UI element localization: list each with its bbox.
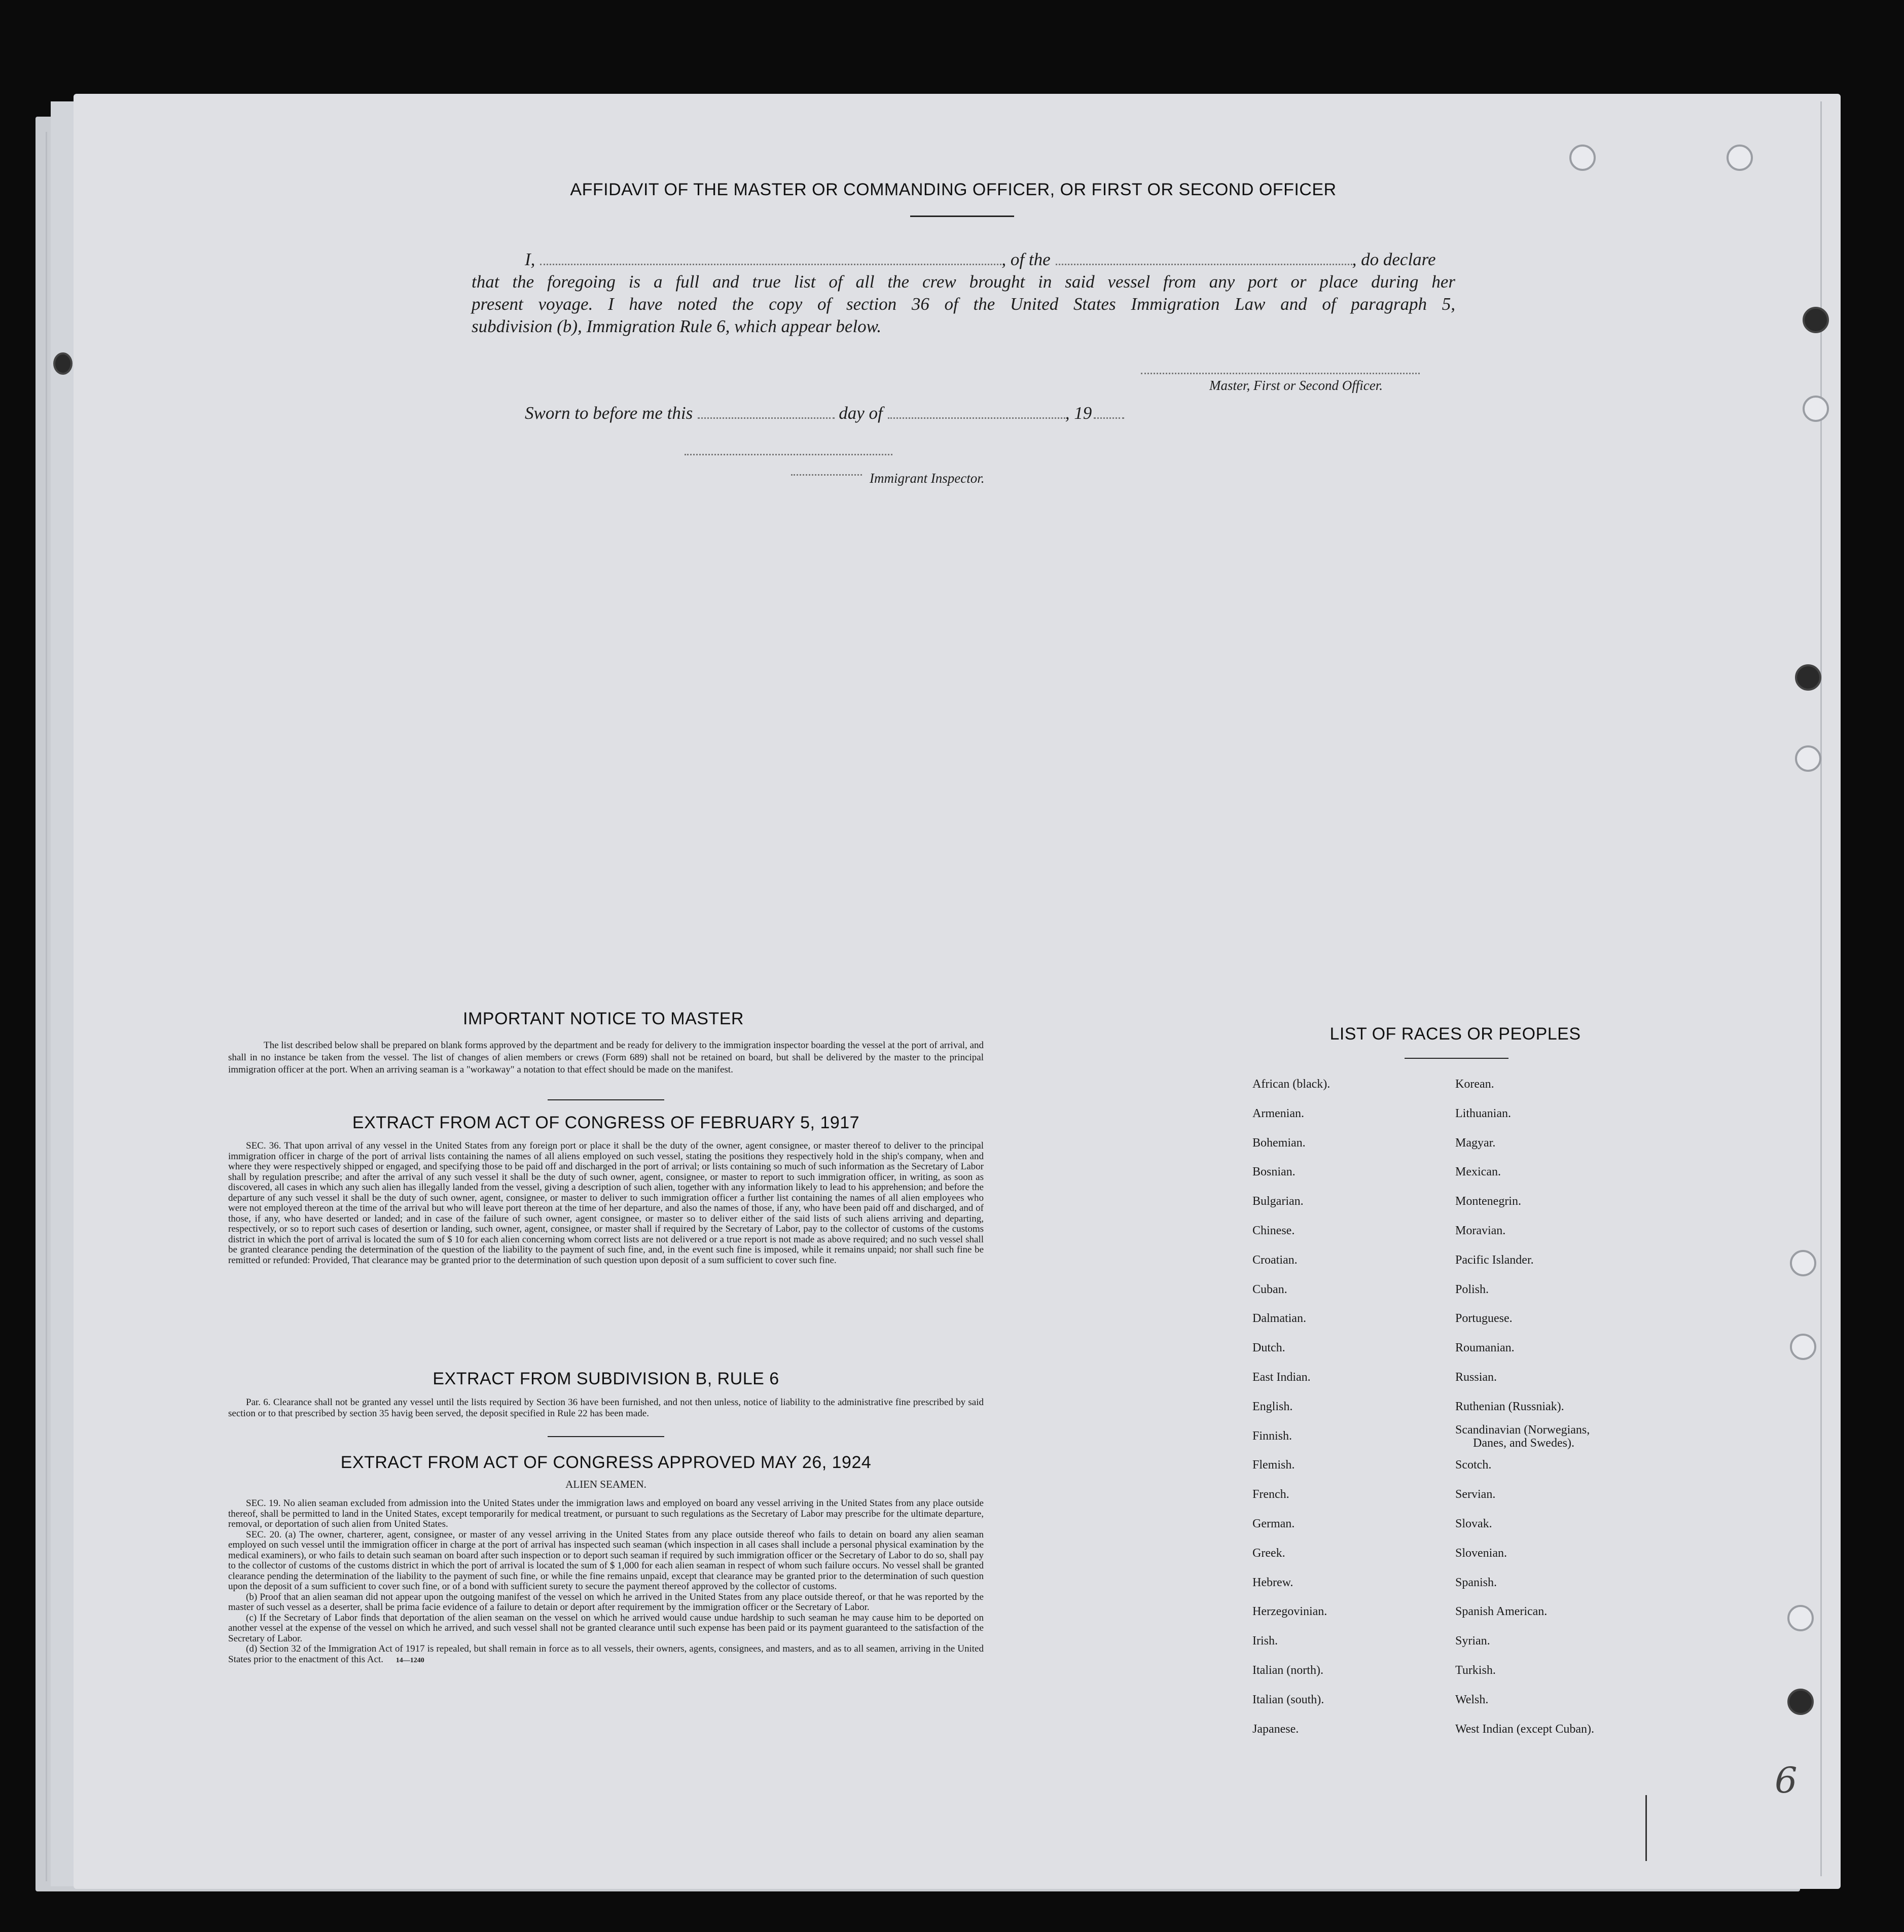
- race-item: Ruthenian (Russniak).: [1455, 1400, 1564, 1413]
- race-item: Armenian.: [1252, 1106, 1304, 1120]
- handwritten-page-mark: 6: [1775, 1760, 1798, 1801]
- affidavit-title: AFFIDAVIT OF THE MASTER OR COMMANDING OFFICER, OR FIRST OR SECOND OFFICER: [570, 180, 1337, 199]
- race-item: Italian (south).: [1252, 1693, 1324, 1706]
- binder-hole: [1569, 145, 1596, 171]
- race-item: Croatian.: [1252, 1253, 1298, 1267]
- race-item-continued: Danes, and Swedes).: [1473, 1437, 1574, 1450]
- race-item: English.: [1252, 1400, 1293, 1413]
- race-item: Scotch.: [1455, 1458, 1492, 1472]
- race-item: East Indian.: [1252, 1371, 1311, 1384]
- inspector-signature-blank-2[interactable]: [791, 474, 862, 476]
- binder-hole: [1803, 396, 1829, 422]
- race-item: Syrian.: [1455, 1634, 1490, 1648]
- sworn-year-blank[interactable]: [1094, 417, 1124, 419]
- year-label: , 19: [1065, 403, 1092, 423]
- race-item: Bulgarian.: [1252, 1195, 1304, 1208]
- race-item: African (black).: [1252, 1078, 1331, 1091]
- sworn-line: [525, 403, 1124, 423]
- notice-title: IMPORTANT NOTICE TO MASTER: [463, 1009, 744, 1028]
- race-item: Bohemian.: [1252, 1136, 1306, 1150]
- affidavit-line-2: that the foregoing is a full and true list of all the crew brought in said vessel from any port or place during her: [472, 272, 1455, 292]
- binder-hole: [1787, 1605, 1814, 1631]
- extract-1924-body: [228, 1498, 984, 1666]
- race-item: Hebrew.: [1252, 1576, 1294, 1589]
- extract-1917-text: SEC. 36. That upon arrival of any vessel in the United States from any foreign port or place it shall be the duty of the owner, agent consignee, or master thereof to deliver to the principal immigration officer in charge of the port of arrival lists containing the names of all aliens employed on such vessel, stating the positions they respectively hold in the ship's company, when and where they were respectively shipped or engaged, and specifying those to be paid off and discharged in the port of arrival; or lists containing so much of such information as the Secretary of Labor shall by regulation prescribe; and after the arrival of any such vessel it shall be the duty of such owner, agent, consignee, or master to report to such immigration officer, in writing, as soon as discovered, all cases in which any such alien has illegally landed from the vessel, giving a description of such alien, together with any information likely to lead to his apprehension; and before the departure of any such vessel it shall be the duty of such owner, agent, consignee, or master to deliver to such immigration officer a further list containing the names of all alien employees who were not employed thereon at the time of the arrival but who will leave port thereon at the time of her departure, and also the names of those, if any, who have been paid off and discharged, and of those, if any, who have deserted or landed; and in case of the failure of such owner, agent consignee, or master so to deliver either of the said lists of such aliens arriving and departing, respectively, or so to report such cases of desertion or landing, such owner, agent, consignee, or master shall if required by the Secretary of Labor, pay to the collector of customs of the customs district in which the port of arrival is located the sum of $ 10 for each alien concerning whom correct lists are not delivered or a true report is not made as above required; and no such vessel shall be granted clearance pending the determination of the question of the liability to the payment of such fine, and, in the event such fine is imposed, while it remains unpaid; nor shall such fine be remitted or refunded: Provided, That clearance may be granted prior to the determination of such question upon deposit of a sum sufficient to cover such fine.: [228, 1140, 984, 1266]
- binder-hole: [1790, 1334, 1816, 1360]
- extract-1924-sec19: SEC. 19. No alien seaman excluded from admission into the United States under the immigration laws and employed on board any vessel arriving in the United States from any place outside thereof, shall be permitted to land in the United States, except temporarily for medical treatment, or pursuant to such regulations as the Secretary of Labor may prescribe for the ultimate departure, removal, or deportation of such alien from United States.: [228, 1498, 984, 1529]
- master-signature-blank[interactable]: [1141, 373, 1420, 374]
- race-item: Lithuanian.: [1455, 1106, 1511, 1120]
- affidavit-line-1: [472, 248, 1455, 271]
- races-title-rule: [1405, 1058, 1508, 1059]
- extract-1924-sec20d: [228, 1644, 984, 1666]
- left-edge-line: [46, 132, 47, 1881]
- race-item: Italian (north).: [1252, 1664, 1323, 1677]
- extract-1917-title: EXTRACT FROM ACT OF CONGRESS OF FEBRUARY 5, 1917: [352, 1113, 860, 1132]
- race-item: Russian.: [1455, 1371, 1497, 1384]
- binder-hole: [1787, 1689, 1814, 1715]
- race-item: Portuguese.: [1455, 1312, 1513, 1326]
- vessel-name-blank[interactable]: [1056, 264, 1352, 265]
- race-item: Mexican.: [1455, 1165, 1501, 1179]
- binder-hole: [1790, 1250, 1816, 1276]
- race-item: French.: [1252, 1488, 1289, 1501]
- race-item: Servian.: [1455, 1488, 1496, 1501]
- binder-hole: [1727, 145, 1753, 171]
- divider: [548, 1436, 664, 1437]
- race-item: Herzegovinian.: [1252, 1605, 1327, 1619]
- binder-hole: [1803, 307, 1829, 333]
- extract-1924-sec20d-text: (d) Section 32 of the Immigration Act of 1917 is repealed, but shall remain in force as to all vessels, their owners, agents, consignees, and masters, and as to all seamen, arriving in the United States prior to the enactment of this Act.: [228, 1643, 984, 1665]
- race-item: Cuban.: [1252, 1282, 1287, 1296]
- race-item: Greek.: [1252, 1546, 1285, 1560]
- notice-text: The list described below shall be prepared on blank forms approved by the department and be ready for delivery to the immigration inspector boarding the vessel at the port of arrival, and shall in no instance be taken from the vessel. The list of changes of alien members or crews (Form 689) shall not be retained on board, but shall be delivered by the master to the principal immigration officer at the port. When an arriving seaman is a "workaway" a notation to that effect should be made on the manifest.: [228, 1040, 984, 1075]
- extract-1924-sec20a: SEC. 20. (a) The owner, charterer, agent, consignee, or master of any vessel arriving in the United States from any place outside thereof who fails to detain on board any alien seaman employed on such vessel until the immigration officer in charge at the port of arrival has inspected such seaman (which inspection in all cases shall include a personal physical examination by the medical examiners), or who fails to detain such seaman on board after such inspection or to deport such seaman if required by such immigration officer or the Secretary of Labor to do so, shall pay to the collector of customs of the customs district in which the port of arrival is located the sum of $ 1,000 for each alien seaman in respect of whom such failure occurs. No vessel shall be granted clearance pending the determination of the liability to the payment of such fine, or while the fine remains unpaid, except that clearance may be granted prior to the determination of such question upon the deposit of a sum sufficient to cover such fine, or of a bond with sufficient surety to secure the payment thereof approved by the collector of customs.: [228, 1529, 984, 1592]
- extract-rule6-title: EXTRACT FROM SUBDIVISION B, RULE 6: [433, 1369, 779, 1388]
- race-item: Slovak.: [1455, 1517, 1492, 1530]
- race-item: Turkish.: [1455, 1664, 1496, 1677]
- binder-hole: [1795, 664, 1821, 691]
- race-item: Irish.: [1252, 1634, 1278, 1648]
- title-rule: [910, 216, 1014, 217]
- race-item: Spanish American.: [1455, 1605, 1548, 1619]
- race-item: West Indian (except Cuban).: [1455, 1722, 1594, 1736]
- inspector-signature-blank[interactable]: [685, 454, 892, 455]
- race-item: Spanish.: [1455, 1576, 1497, 1589]
- affidavit-line-3: present voyage. I have noted the copy of section 36 of the United States Immigration Law and of paragraph 5,: [472, 294, 1455, 314]
- affidavit-body: [472, 248, 1455, 338]
- race-item: German.: [1252, 1517, 1295, 1530]
- vessel-label: , of the: [1001, 249, 1051, 269]
- master-caption: Master, First or Second Officer.: [1209, 378, 1383, 393]
- inspector-caption: Immigrant Inspector.: [870, 471, 985, 486]
- sworn-month-blank[interactable]: [888, 417, 1065, 419]
- right-edge-line: [1820, 101, 1822, 1876]
- race-item: Scandinavian (Norwegians,: [1455, 1423, 1590, 1437]
- affidavit-line-4: subdivision (b), Immigration Rule 6, which appear below.: [472, 316, 882, 336]
- race-item: Finnish.: [1252, 1429, 1292, 1443]
- race-item: Bosnian.: [1252, 1165, 1296, 1179]
- race-item: Polish.: [1455, 1282, 1489, 1296]
- binder-hole: [53, 352, 73, 375]
- race-item: Montenegrin.: [1455, 1195, 1521, 1208]
- sworn-day-blank[interactable]: [698, 417, 835, 419]
- extract-1924-sec20b: (b) Proof that an alien seaman did not appear upon the outgoing manifest of the vessel on which he arrived in the United States from any place outside thereof, or that he was reported by the master of such vessel as a deserter, shall be prima facie evidence of a failure to detain or deport after requirement by the immigration officer or the Secretary of Labor.: [228, 1591, 984, 1613]
- race-item: Japanese.: [1252, 1722, 1299, 1736]
- declare-label: , do declare: [1352, 249, 1436, 269]
- divider: [548, 1099, 664, 1100]
- race-item: Korean.: [1455, 1078, 1494, 1091]
- race-item: Welsh.: [1455, 1693, 1489, 1706]
- declarant-name-blank[interactable]: [540, 264, 1001, 265]
- extract-1924-subtitle: ALIEN SEAMEN.: [565, 1478, 646, 1490]
- sworn-label: Sworn to before me this: [525, 403, 693, 423]
- binder-hole: [1795, 745, 1821, 772]
- races-title: LIST OF RACES OR PEOPLES: [1330, 1024, 1581, 1044]
- race-item: Chinese.: [1252, 1224, 1295, 1237]
- race-item: Slovenian.: [1455, 1546, 1507, 1560]
- race-item: Dutch.: [1252, 1341, 1285, 1355]
- day-of-label: day of: [839, 403, 883, 423]
- form-number: 14—1240: [396, 1656, 424, 1664]
- extract-1924-sec20c: (c) If the Secretary of Labor finds that deportation of the alien seaman on the vessel on which he arrived would cause undue hardship to such seaman he may cause him to be deported on another vessel at the expense of the vessel on which he arrived, and such vessel shall not be granted clearance until such expense has been paid or its payment guaranteed to the satisfaction of the Secretary of Labor.: [228, 1612, 984, 1644]
- race-item: Magyar.: [1455, 1136, 1496, 1150]
- declarant-label: I,: [525, 249, 535, 269]
- race-item: Flemish.: [1252, 1458, 1295, 1472]
- pencil-mark: [1645, 1795, 1647, 1861]
- race-item: Moravian.: [1455, 1224, 1506, 1237]
- race-item: Dalmatian.: [1252, 1312, 1306, 1326]
- race-item: Pacific Islander.: [1455, 1253, 1534, 1267]
- extract-1924-title: EXTRACT FROM ACT OF CONGRESS APPROVED MAY 26, 1924: [340, 1453, 872, 1472]
- extract-rule6-text: Par. 6. Clearance shall not be granted any vessel until the lists required by Section 36 have been furnished, and not then unless, notice of liability to the administrative fine prescribed by said section or to that prescribed by section 35 havig been served, the deposit specified in Rule 22 has been made.: [228, 1397, 984, 1419]
- race-item: Roumanian.: [1455, 1341, 1515, 1355]
